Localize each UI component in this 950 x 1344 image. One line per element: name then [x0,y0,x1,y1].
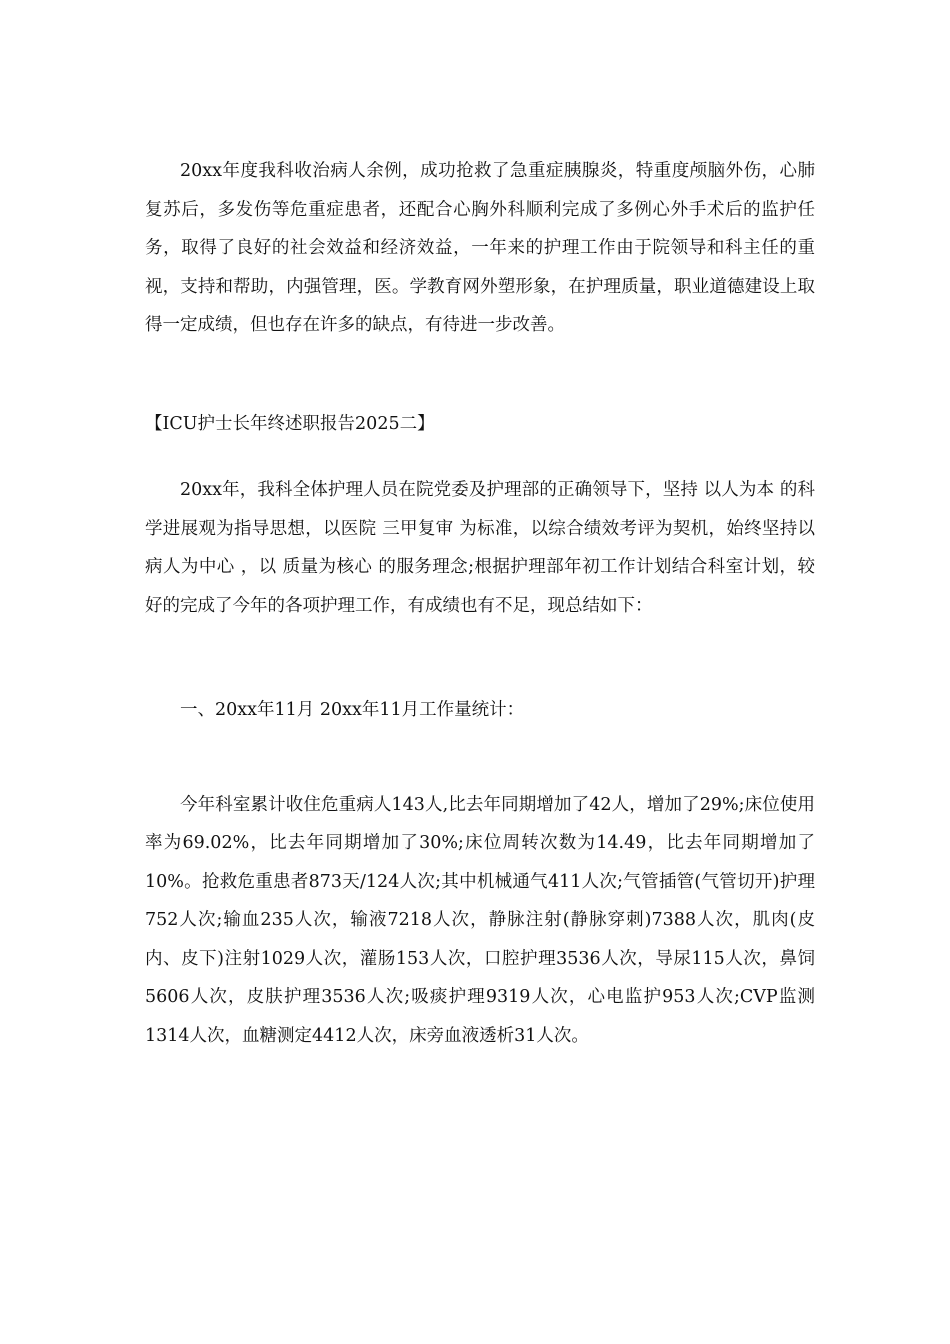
section-title: 【ICU护士长年终述职报告2025二】 [145,413,435,434]
workload-subheading: 一、20xx年11月 20xx年11月工作量统计： [180,700,525,720]
summary-paragraph: 20xx年，我科全体护理人员在院党委及护理部的正确领导下，坚持 以人为本 的科学进展观为指导思想，以医院 三甲复审 为标准，以综合绩效考评为契机，始终坚持以 病人为中心 ，以 质量为核心 的服务理念;根据护理部年初工作计划结合科室计划，较好的完成了今年的各项护理工作，有成绩也有不足，现总结如下： [145,480,815,616]
intro-paragraph: 20xx年度我科收治病人余例，成功抢救了急重症胰腺炎，特重度颅脑外伤，心肺复苏后，多发伤等危重症患者，还配合心胸外科顺利完成了多例心外手术后的监护任务，取得了良好的社会效益和经济效益，一年来的护理工作由于院领导和科主任的重视，支持和帮助，内强管理，医。学教育网外塑形象，在护理质量，职业道德建设上取得一定成绩，但也存在许多的缺点，有待进一步改善。 [145,161,815,335]
document-page [145,152,815,1055]
statistics-paragraph: 今年科室累计收住危重病人143人,比去年同期增加了42人，增加了29%;床位使用率为69.02%，比去年同期增加了30%;床位周转次数为14.49，比去年同期增加了10%。抢救危重患者873天/124人次;其中机械通气411人次;气管插管(气管切开)护理752人次;输血235人次，输液7218人次，静脉注射(静脉穿刺)7388人次，肌肉(皮内、皮下)注射1029人次，灌肠153人次，口腔护理3536人次，导尿115人次，鼻饲5606人次，皮肤护理3536人次;吸痰护理9319人次，心电监护953人次;CVP监测1314人次，血糖测定4412人次，床旁血液透析31人次。 [145,794,815,1046]
